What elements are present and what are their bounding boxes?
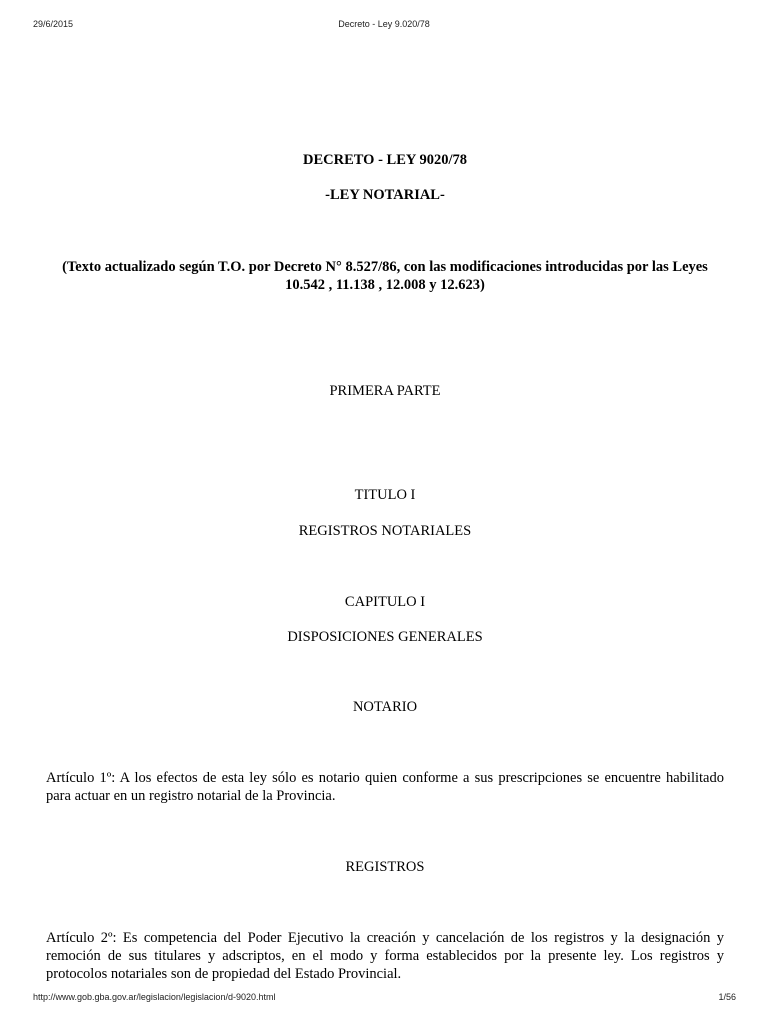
article-1: Artículo 1º: A los efectos de esta ley sólo es notario quien conforme a sus prescripciones se encuentre habilitado para actuar en un registro notarial de la Provincia.	[46, 770, 724, 804]
document-title: DECRETO - LEY 9020/78	[303, 152, 467, 168]
title-name: REGISTROS NOTARIALES	[298, 523, 472, 539]
chapter-name: DISPOSICIONES GENERALES	[287, 629, 483, 645]
print-footer	[0, 992, 768, 1006]
document-subtitle: -LEY NOTARIAL-	[325, 187, 445, 203]
print-url[interactable]: http://www.gob.gba.gov.ar/legislacion/legislacion/d-9020.html	[33, 992, 276, 1002]
section-heading-registros: REGISTROS	[345, 859, 425, 875]
print-date: 29/6/2015	[33, 19, 74, 29]
print-page-number: 1/56	[718, 992, 736, 1002]
section-heading-notario: NOTARIO	[352, 699, 418, 715]
print-header	[0, 19, 768, 33]
document-note: (Texto actualizado según T.O. por Decreto N° 8.527/86, con las modificaciones introducidas por las Leyes 10.542 , 11.138 , 12.008 y 12.623)	[62, 259, 708, 293]
article-2: Artículo 2º: Es competencia del Poder Ejecutivo la creación y cancelación de los registros y la designación y remoción de sus titulares y adscriptos, en el modo y forma establecidos por la presente ley. Los registros y protocolos notariales son de propiedad del Estado Provincial.	[46, 930, 724, 982]
print-title: Decreto - Ley 9.020/78	[338, 19, 430, 29]
title-number: TITULO I	[354, 487, 416, 503]
chapter-number: CAPITULO I	[344, 594, 426, 610]
part-heading: PRIMERA PARTE	[329, 383, 441, 399]
